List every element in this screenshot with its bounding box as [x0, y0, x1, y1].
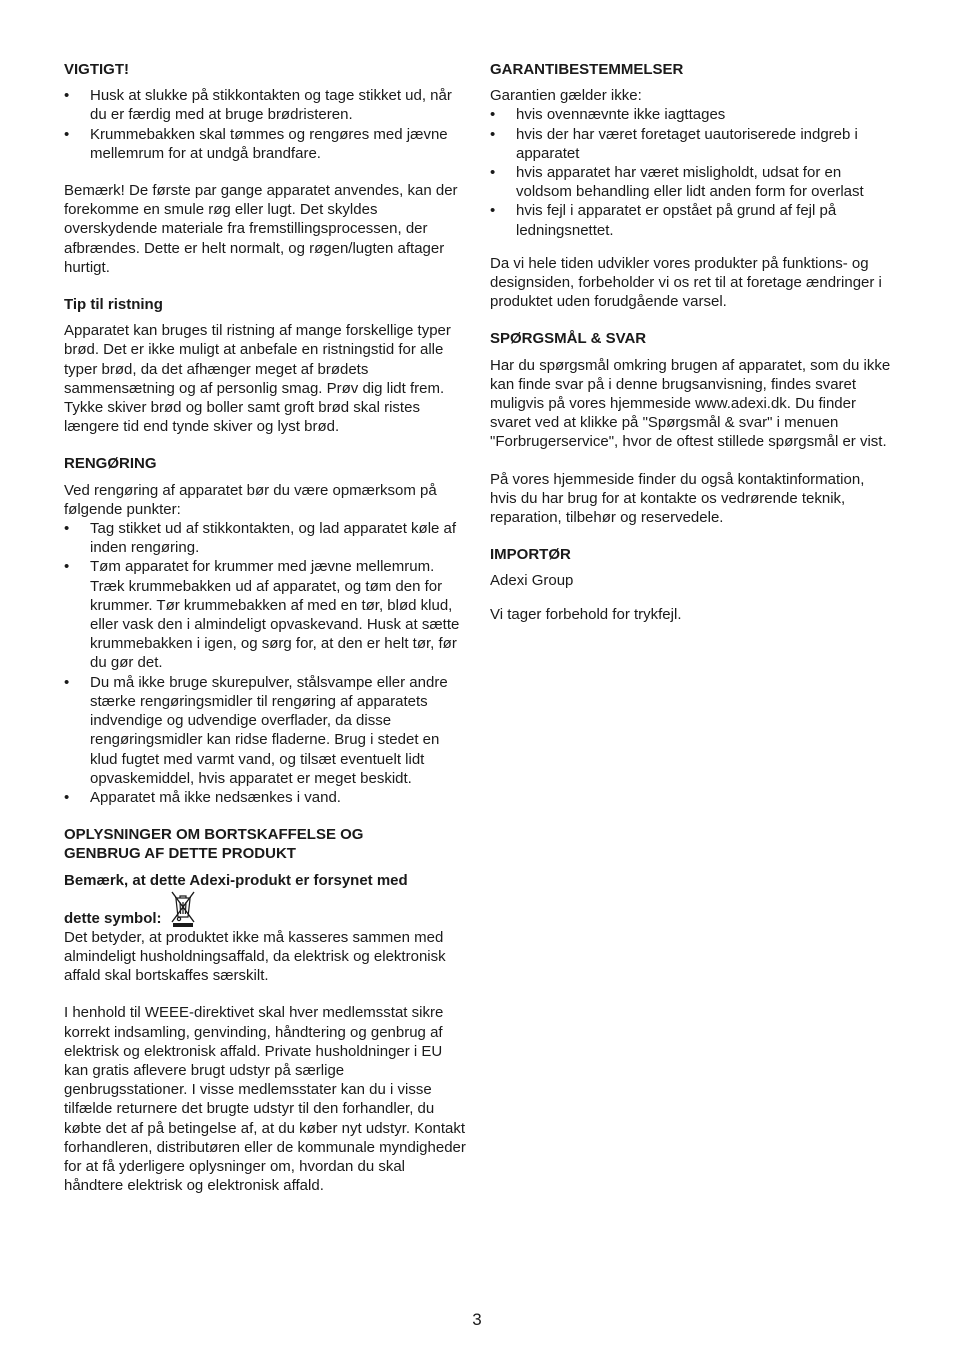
- faq-paragraph-1: Har du spørgsmål omkring brugen af apparatet, som du ikke kan finde svar på i denne brugsanvisning, findes svaret muligvis på vores hjemmeside www.adexi.dk. Du finder svaret ved at klikke på "Spørgsmål & svar" i menuen "Forbrugerservice", hvor de oftest stillede spørgsmål er vist.: [490, 356, 891, 451]
- list-item: • hvis fejl i apparatet er opstået på grund af fejl på ledningsnettet.: [490, 201, 894, 239]
- faq-paragraph-2: På vores hjemmeside finder du også kontaktinformation, hvis du har brug for at kontakte os vedrørende teknik, reparation, tilbehør og reservedele.: [490, 470, 865, 527]
- disposal-heading-line2: GENBRUG AF DETTE PRODUKT: [64, 845, 296, 863]
- left-column: [64, 60, 468, 1195]
- disposal-heading-line1: OPLYSNINGER OM BORTSKAFFELSE OG: [64, 826, 364, 844]
- symbol-notice-line2-row: [64, 890, 468, 928]
- list-item: • Du må ikke bruge skurepulver, stålsvampe eller andre stærke rengøringsmidler til rengøring af apparatets indvendige og udvendige overflader, da disse rengøringsmidler kan ridse fladerne. Brug i stedet en klud fugtet med varmt vand, og tilsæt eventuelt lidt opvaskemiddel, hvis apparatet er meget beskidt.: [64, 673, 468, 788]
- vigtigt-list: [64, 86, 468, 163]
- tip-paragraph: Apparatet kan bruges til ristning af mange forskellige typer brød. Det er ikke muligt at anbefale en ristningstid for alle typer brød, da det afhænger meget af brødets sammensætning og af personlig smag. Prøv dig lidt frem. Tykke skiver brød og boller samt groft brød skal ristes længere tid end tynde skiver og lyst brød.: [64, 322, 451, 436]
- section-heading-warranty: GARANTIBESTEMMELSER: [490, 61, 684, 78]
- list-item: • hvis der har været foretaget uautoriserede indgreb i apparatet: [490, 125, 894, 163]
- cleaning-intro: Ved rengøring af apparatet bør du være opmærksom på følgende punkter:: [64, 481, 437, 518]
- section-heading-cleaning: RENGØRING: [64, 455, 157, 473]
- section-heading-vigtigt: VIGTIGT!: [64, 61, 129, 78]
- section-heading-disposal: [64, 825, 468, 863]
- list-item: • hvis apparatet har været misligholdt, udsat for en voldsom behandling eller lidt anden form for overlast: [490, 163, 894, 201]
- warranty-note: Da vi hele tiden udvikler vores produkter på funktions- og designsiden, forbeholder vi os ret til at foretage ændringer i produktet uden forudgående varsel.: [490, 254, 882, 311]
- section-heading-faq: SPØRGSMÅL & SVAR: [490, 330, 647, 348]
- crossed-out-wheelie-bin-icon: [170, 890, 196, 928]
- list-item: • hvis ovennævnte ikke iagttages: [490, 105, 894, 124]
- cleaning-list: [64, 519, 468, 807]
- section-heading-tip: Tip til ristning: [64, 296, 163, 314]
- warranty-intro: Garantien gælder ikke:: [490, 87, 642, 105]
- section-heading-importer: IMPORTØR: [490, 546, 571, 564]
- disposal-paragraph-1: Det betyder, at produktet ikke må kasseres sammen med almindeligt husholdningsaffald, da elektrisk og elektronisk affald skal bortskaffes særskilt.: [64, 928, 446, 985]
- list-item: • Apparatet må ikke nedsænkes i vand.: [64, 788, 468, 807]
- list-item: • Tøm apparatet for krummer med jævne mellemrum. Træk krummebakken ud af apparatet, og tøm den for krummer. Tør krummebakken af med en tør, blød klud, eller vask den i almindeligt opvaskevand. Husk at sætte krummebakken i igen, og sørg for, at den er helt tør, før du gør det.: [64, 557, 468, 672]
- list-item: • Husk at slukke på stikkontakten og tage stikket ud, når du er færdig med at bruge brødristeren.: [64, 86, 468, 124]
- right-column: [490, 60, 894, 624]
- symbol-notice-line2: dette symbol:: [64, 909, 162, 927]
- page-number: 3: [472, 1310, 482, 1329]
- importer-name: Adexi Group: [490, 572, 574, 590]
- first-use-note: Bemærk! De første par gange apparatet anvendes, kan der forekomme en smule røg eller lugt. Det skyldes overskydende materiale fra fremstillingsprocessen, der afbrændes. Dette er helt normalt, og røgen/lugten aftager hurtigt.: [64, 182, 458, 276]
- print-error-disclaimer: Vi tager forbehold for trykfejl.: [490, 605, 682, 623]
- list-item: • Krummebakken skal tømmes og rengøres med jævne mellemrum for at undgå brandfare.: [64, 125, 468, 163]
- symbol-notice-line1: Bemærk, at dette Adexi-produkt er forsynet med: [64, 871, 408, 889]
- disposal-paragraph-2: I henhold til WEEE-direktivet skal hver medlemsstat sikre korrekt indsamling, genvinding, håndtering og genbrug af elektrisk og elektronisk affald. Private husholdninger i EU kan gratis aflevere brugt udstyr på særlige genbrugsstationer. I visse medlemsstater kan du i visse tilfælde returnere det brugte udstyr til den forhandler, du købte det af på betingelse af, at du køber nyt udstyr. Kontakt forhandleren, distributøren eller de kommunale myndigheder for at få yderligere oplysninger om, hvordan du skal håndtere elektrisk og elektronisk affald.: [64, 1004, 466, 1195]
- warranty-list: [490, 105, 894, 239]
- list-item: • Tag stikket ud af stikkontakten, og lad apparatet køle af inden rengøring.: [64, 519, 468, 557]
